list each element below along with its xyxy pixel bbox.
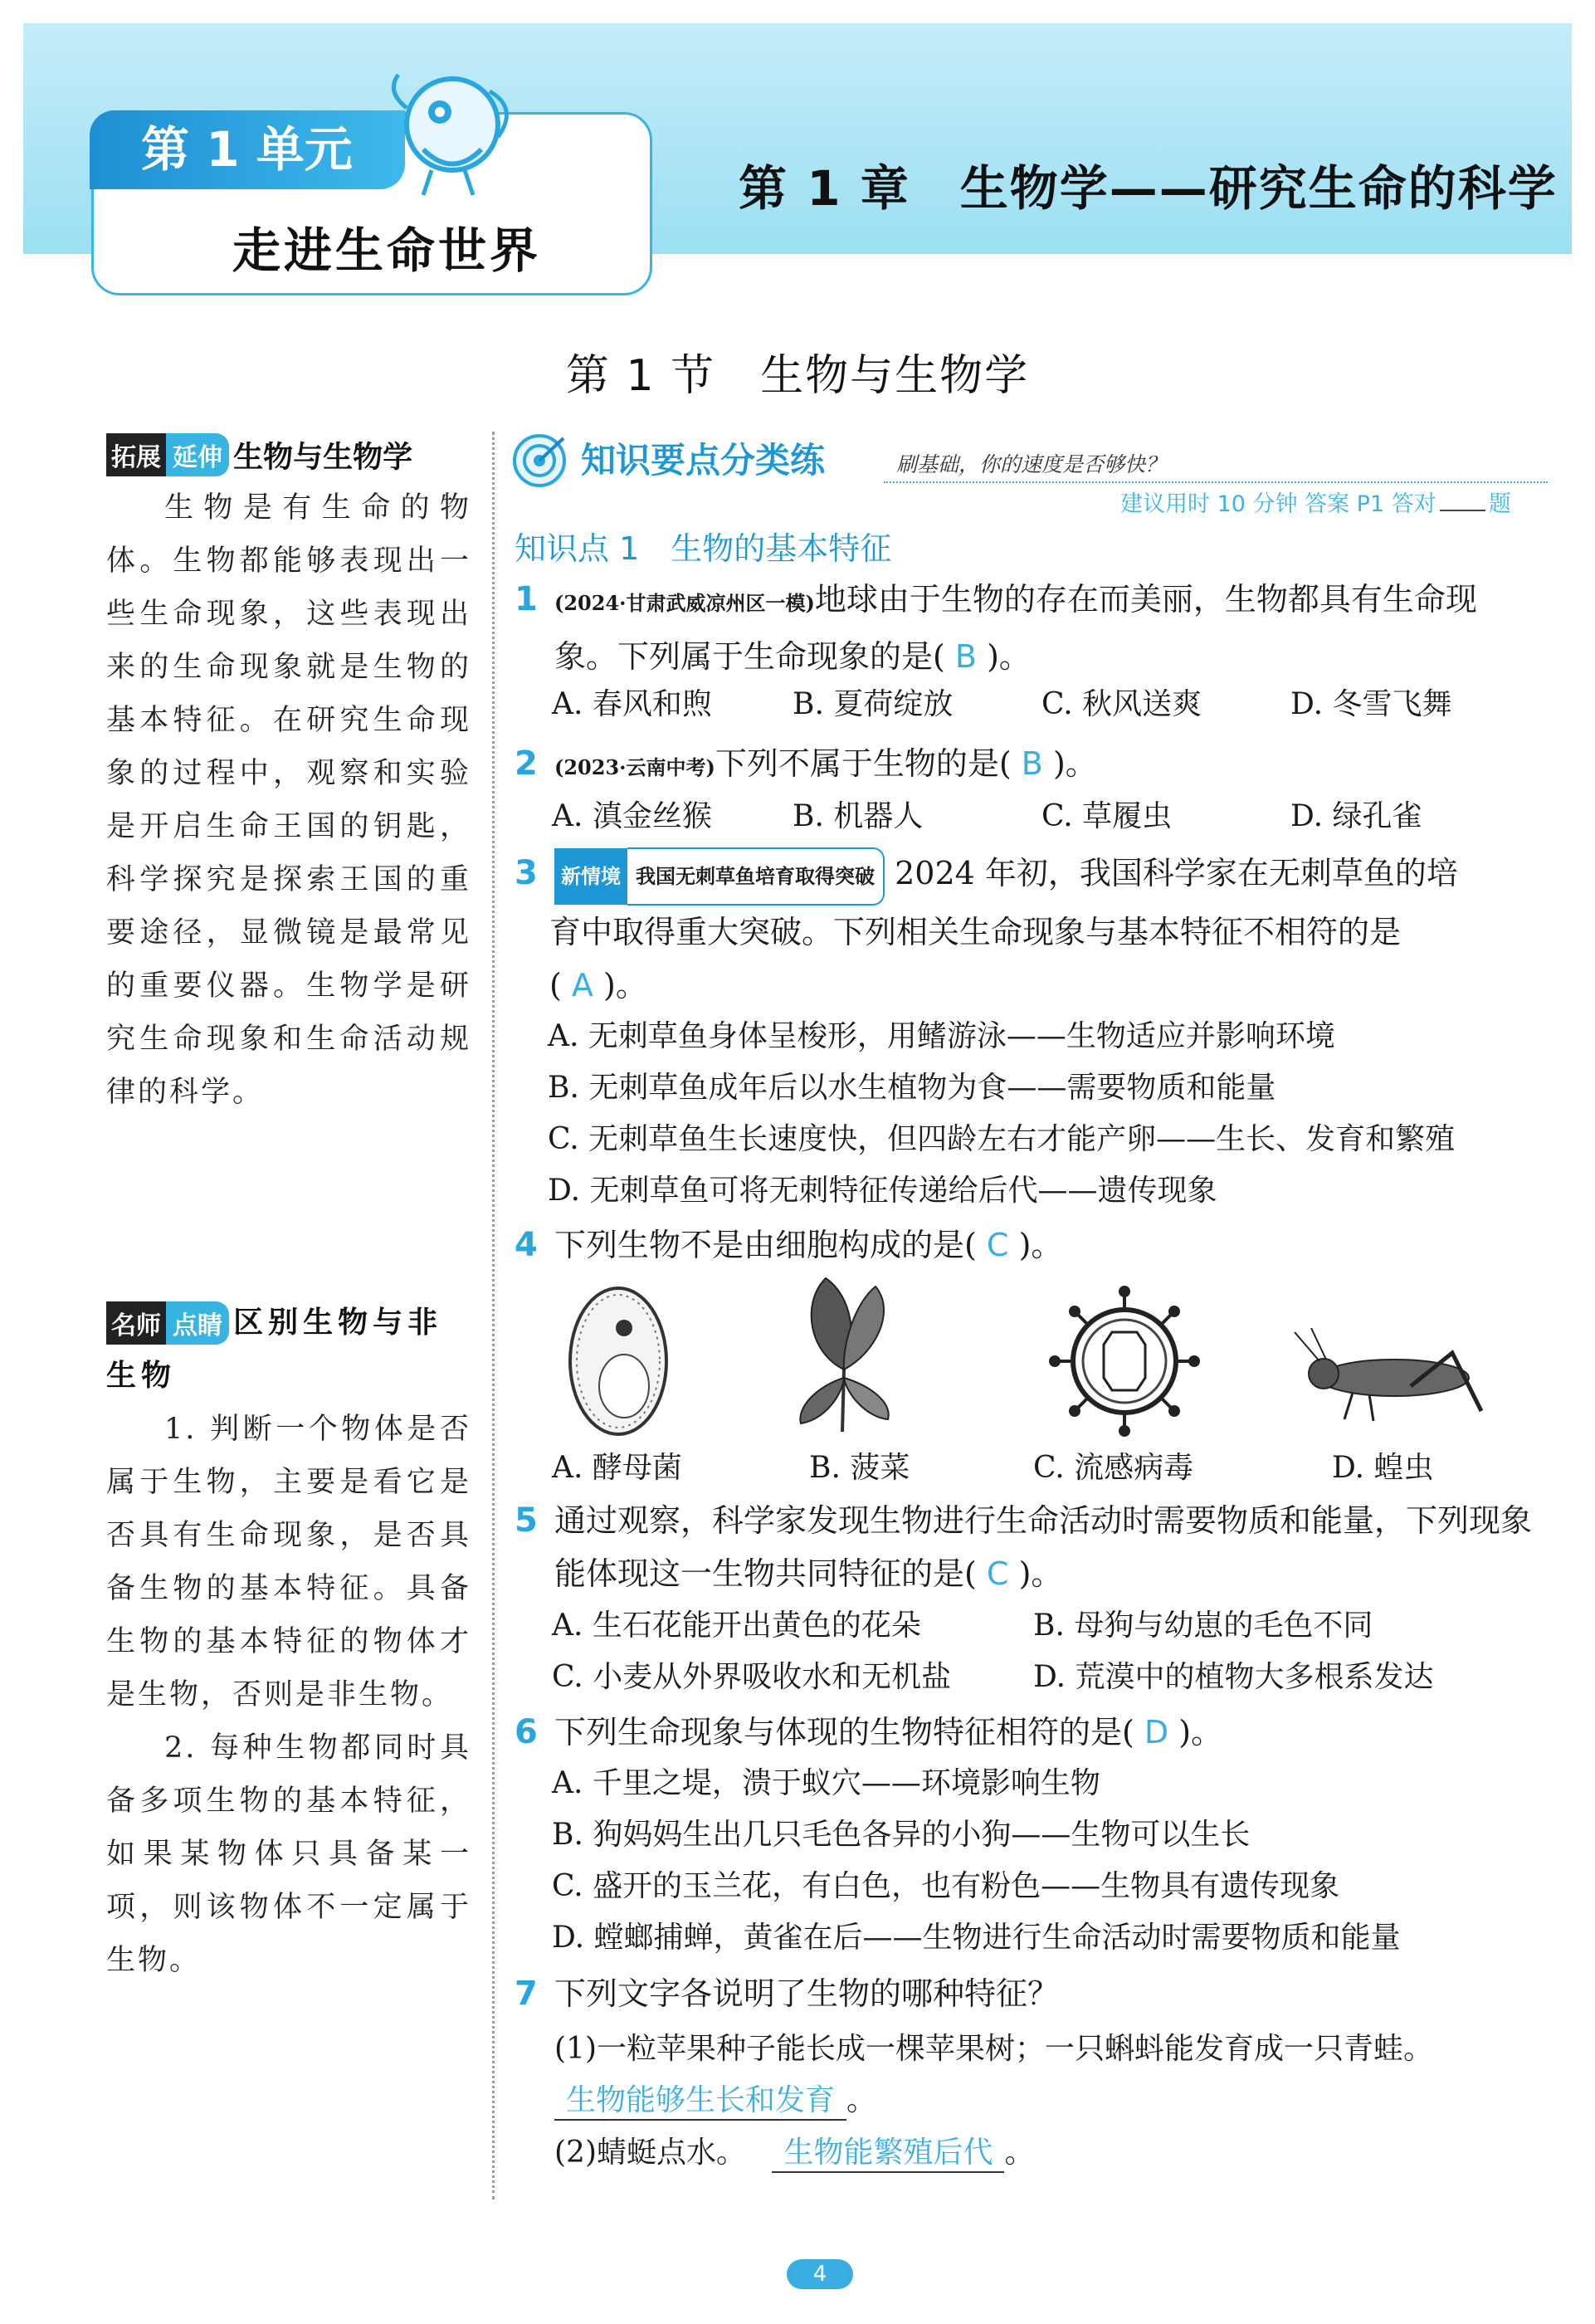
- tag-teacher-blue: 点睛: [166, 1301, 229, 1345]
- q6-option-c: C. 盛开的玉兰花，有白色，也有粉色——生物具有遗传现象: [552, 1869, 1340, 1903]
- question-stem: 2024 年初，我国科学家在无刺草鱼的培: [895, 855, 1458, 891]
- question-number: 5: [515, 1501, 538, 1540]
- q7-answer2[interactable]: 生物能繁殖后代: [772, 2129, 1004, 2173]
- question-2: [515, 737, 1548, 794]
- tag-extend: 拓展: [106, 433, 166, 476]
- answer[interactable]: B: [954, 638, 977, 675]
- unit-label: 第 1 单元: [90, 110, 405, 189]
- question-close: )。: [987, 638, 1031, 675]
- question-stem: 下列生物不是由细胞构成的是(: [554, 1227, 977, 1263]
- target-icon: [510, 432, 568, 490]
- question-stem-cont: 育中取得重大突破。下列相关生命现象与基本特征不相符的是: [549, 913, 1402, 950]
- question-number: 2: [515, 745, 538, 783]
- q7-end1: 。: [846, 2083, 877, 2117]
- q7-answer1[interactable]: 生物能够生长和发育: [554, 2077, 846, 2121]
- question-number: 4: [515, 1226, 538, 1264]
- question-6: [515, 1706, 1548, 1759]
- decorative-logo-icon: [373, 58, 539, 199]
- q2-option-b: B. 机器人: [793, 799, 924, 833]
- spinach-image: [793, 1270, 900, 1436]
- question-stem: 下列文字各说明了生物的哪种特征？: [554, 1975, 1060, 2012]
- unit-title: 走进生命世界: [232, 222, 542, 279]
- sidebar-box2-title: 区别生物与非生物: [106, 1306, 443, 1393]
- knowledge-point-1: 知识点 1 生物的基本特征: [515, 530, 892, 567]
- question-stem-cont: 象。下列属于生命现象的是(: [554, 638, 945, 675]
- question-close: )。: [1018, 1555, 1063, 1592]
- new-context-tag: 新情境: [554, 848, 627, 905]
- question-number: 3: [515, 854, 538, 892]
- question-stem: 下列生命现象与体现的生物特征相符的是(: [554, 1714, 1134, 1750]
- sidebar-box1-header: [106, 433, 412, 476]
- page-number: 4: [787, 2259, 853, 2289]
- question-source: (2024·甘肃武威凉州区一模): [554, 591, 815, 615]
- sidebar-box2-header: [106, 1296, 471, 1403]
- q5-option-d: D. 荒漠中的植物大多根系发达: [1033, 1660, 1434, 1694]
- answer[interactable]: A: [571, 966, 593, 1003]
- q1-option-a: A. 春风和煦: [552, 687, 712, 721]
- score-blank[interactable]: [1440, 510, 1485, 511]
- tag-extend-blue: 延伸: [166, 433, 229, 476]
- answer[interactable]: C: [986, 1227, 1009, 1263]
- sidebar-box1-paragraph: 生物是有生命的物体。生物都能够表现出一些生命现象，这些表现出来的生命现象就是生物的基本特征。在研究生命现象的过程中，观察和实验是开启生命王国的钥匙，科学探究是探索王国的重要途径，显微镜是最常见的重要仪器。生物学是研究生命现象和生命活动规律的科学。: [106, 491, 471, 1109]
- section-title: 第 1 节 生物与生物学: [565, 351, 1030, 401]
- practice-meta-pre: 建议用时 10 分钟 答案 P1 答对: [1120, 491, 1436, 517]
- practice-slogan: 刷基础，你的速度是否够快？: [896, 452, 1167, 476]
- question-stem: 通过观察，科学家发现生物进行生命活动时需要物质和能量，下列现象: [554, 1502, 1533, 1539]
- q1-option-b: B. 夏荷绽放: [793, 687, 954, 721]
- q7-sub2: (2)蜻蜓点水。: [554, 2136, 746, 2170]
- sidebar-box1-text: [106, 481, 471, 1119]
- question-stem: 下列不属于生物的是(: [715, 745, 1012, 782]
- tag-teacher: 名师: [106, 1301, 166, 1345]
- question-close: )。: [1052, 745, 1097, 782]
- q2-option-a: A. 滇金丝猴: [552, 799, 712, 833]
- question-close: )。: [1178, 1714, 1223, 1750]
- question-close: )。: [1018, 1227, 1063, 1263]
- q3-option-a: A. 无刺草鱼身体呈梭形，用鳍游泳——生物适应并影响环境: [548, 1019, 1335, 1053]
- question-stem-cont: 能体现这一生物共同特征的是(: [554, 1555, 977, 1592]
- question-number: 7: [515, 1975, 538, 2013]
- q7-sub1: (1)一粒苹果种子能长成一棵苹果树；一只蝌蚪能发育成一只青蛙。: [554, 2032, 1433, 2066]
- q3-option-b: B. 无刺草鱼成年后以水生植物为食——需要物质和能量: [548, 1071, 1276, 1105]
- question-5: [515, 1494, 1548, 1600]
- practice-dotted-line: [884, 481, 1548, 483]
- q5-option-a: A. 生石花能开出黄色的花朵: [552, 1609, 921, 1643]
- answer[interactable]: C: [986, 1555, 1009, 1592]
- q5-option-c: C. 小麦从外界吸收水和无机盐: [552, 1660, 952, 1694]
- question-source: (2023·云南中考): [554, 755, 715, 779]
- practice-meta: [1120, 486, 1511, 518]
- question-4: [515, 1218, 1548, 1272]
- practice-meta-post: 题: [1488, 491, 1511, 517]
- question-number: 6: [515, 1713, 538, 1751]
- column-divider: [492, 432, 495, 2200]
- flu-virus-image: [1041, 1278, 1207, 1444]
- new-context-text: 我国无刺草鱼培育取得突破: [627, 847, 885, 906]
- question-3: [515, 847, 1548, 1012]
- q6-option-d: D. 螳螂捕蝉，黄雀在后——生物进行生命活动时需要物质和能量: [552, 1921, 1401, 1955]
- q3-option-d: D. 无刺草鱼可将无刺特征传递给后代——遗传现象: [548, 1174, 1217, 1208]
- sidebar-box2-text: [106, 1403, 471, 1987]
- question-number: 1: [515, 580, 538, 618]
- q2-option-c: C. 草履虫: [1041, 799, 1173, 833]
- q4-option-d: D. 蝗虫: [1332, 1451, 1434, 1485]
- q4-option-b: B. 菠菜: [809, 1451, 910, 1485]
- q2-option-d: D. 绿孔雀: [1290, 799, 1422, 833]
- question-7: [515, 1967, 1548, 2020]
- q4-option-a: A. 酵母菌: [552, 1451, 682, 1485]
- answer[interactable]: D: [1144, 1714, 1169, 1750]
- q5-option-b: B. 母狗与幼崽的毛色不同: [1033, 1609, 1373, 1643]
- sidebar-box2-p1: 1. 判断一个物体是否属于生物，主要是看它是否具有生命现象，是否具备生物的基本特征。具备生物的基本特征的物体才是生物，否则是非生物。: [106, 1413, 471, 1711]
- sidebar-box1-title: 生物与生物学: [233, 440, 413, 475]
- chapter-title: 第 1 章 生物学——研究生命的科学: [739, 160, 1558, 217]
- q7-sub2-line: [554, 2129, 1034, 2173]
- q7-answer1-line: [554, 2077, 876, 2121]
- q6-option-b: B. 狗妈妈生出几只毛色各异的小狗——生物可以生长: [552, 1818, 1251, 1852]
- locust-image: [1286, 1328, 1494, 1428]
- q1-option-d: D. 冬雪飞舞: [1290, 687, 1452, 721]
- sidebar-box2-p2: 2. 每种生物都同时具备多项生物的基本特征，如果某物体只具备某一项，则该物体不一定属于生物。: [106, 1731, 471, 1977]
- q3-option-c: C. 无刺草鱼生长速度快，但四龄左右才能产卵——生长、发育和繁殖: [548, 1122, 1456, 1156]
- q1-option-c: C. 秋风送爽: [1041, 687, 1202, 721]
- question-1: [515, 573, 1548, 683]
- q7-end2: 。: [1004, 2136, 1035, 2170]
- answer[interactable]: B: [1021, 745, 1043, 782]
- q6-option-a: A. 千里之堤，溃于蚁穴——环境影响生物: [552, 1766, 1100, 1800]
- q4-option-c: C. 流感病毒: [1033, 1451, 1194, 1485]
- question-open: (: [549, 966, 562, 1003]
- question-stem: 地球由于生物的存在而美丽，生物都具有生命现: [814, 581, 1477, 618]
- practice-title: 知识要点分类练: [581, 440, 826, 481]
- yeast-cell-image: [564, 1282, 672, 1440]
- question-close: )。: [603, 966, 647, 1003]
